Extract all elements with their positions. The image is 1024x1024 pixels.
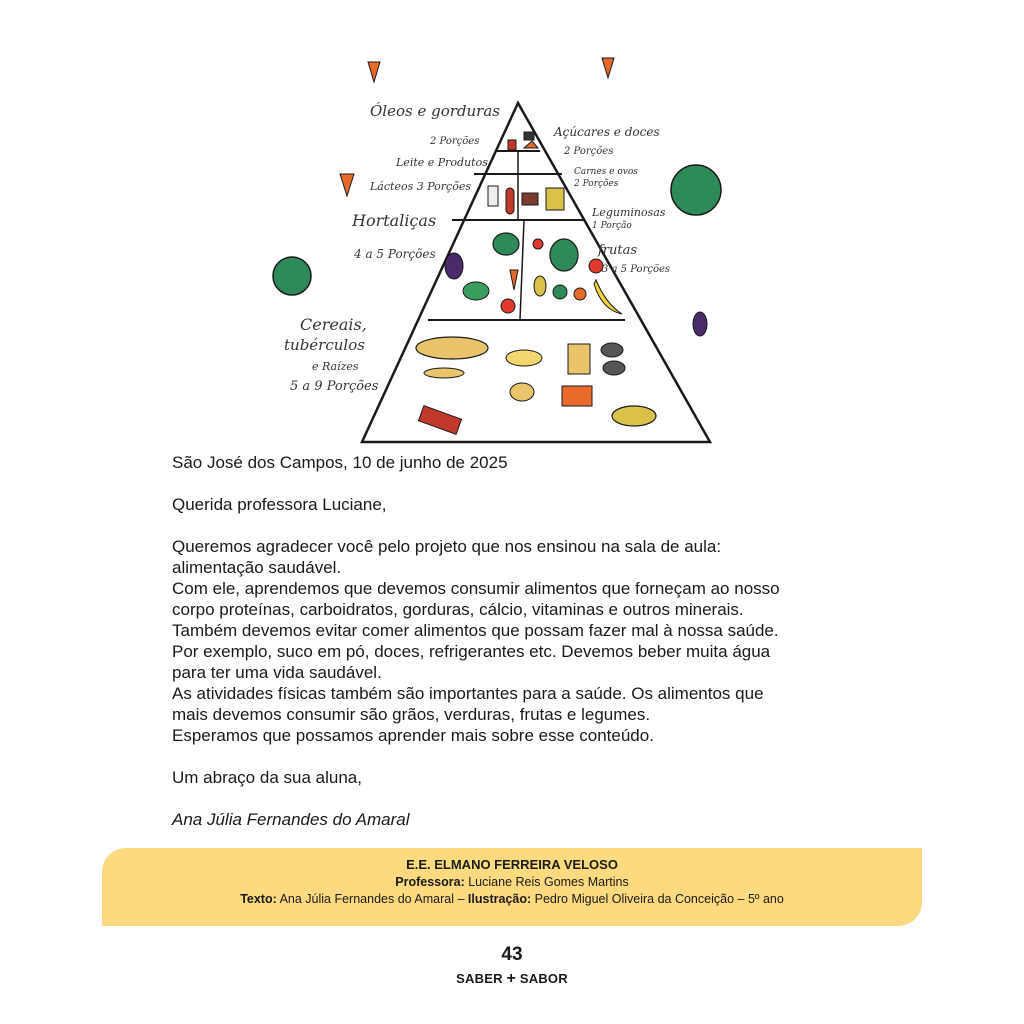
body-line: mais devemos consumir são grãos, verduras, frutas e legumes. xyxy=(172,705,651,724)
authors-line xyxy=(102,892,922,906)
carrot-icon xyxy=(510,270,518,290)
body-line: Também devemos evitar comer alimentos que possam fazer mal à nossa saúde. xyxy=(172,621,779,640)
brand-plus: + xyxy=(506,970,517,987)
cookie-icon xyxy=(601,343,623,357)
watermelon-icon xyxy=(273,257,311,295)
cabbage-icon xyxy=(463,282,489,300)
brand-right: SABOR xyxy=(519,971,568,986)
strawberry-icon xyxy=(533,239,543,249)
label-leguminosas: Leguminosas xyxy=(592,206,666,219)
potato-icon xyxy=(510,383,534,401)
flour-box-icon xyxy=(418,406,461,435)
pear-icon xyxy=(534,276,546,296)
sweets-icon xyxy=(524,132,534,140)
food-pyramid-illustration xyxy=(262,48,742,448)
teacher-label: Professora: xyxy=(395,875,465,889)
label-leguminosas-porcoes: 1 Porção xyxy=(592,221,632,231)
watermelon-icon xyxy=(671,165,721,215)
place-date: São José dos Campos, 10 de junho de 2025 xyxy=(172,453,508,472)
body-line: alimentação saudável. xyxy=(172,558,342,577)
watermelon-icon xyxy=(493,233,519,255)
body-line: Por exemplo, suco em pó, doces, refrigerantes etc. Devemos beber muita água xyxy=(172,642,771,661)
bread-icon xyxy=(416,337,488,359)
separator: – xyxy=(457,892,465,906)
brand-logo xyxy=(0,970,1024,988)
carrot-icon xyxy=(602,58,614,78)
credits-box xyxy=(102,848,922,926)
body-line: Com ele, aprendemos que devemos consumir alimentos que forneçam ao nosso xyxy=(172,579,780,598)
label-oleos: Óleos e gorduras xyxy=(370,102,500,120)
eggplant-icon xyxy=(445,253,463,279)
label-leite: Leite e Produtos xyxy=(396,156,488,169)
tomato-icon xyxy=(589,259,603,273)
text-author: Ana Júlia Fernandes do Amaral xyxy=(279,892,454,906)
label-frutas-porcoes: 3 a 5 Porções xyxy=(602,264,671,275)
body-line: As atividades físicas também são importantes para a saúde. Os alimentos que xyxy=(172,684,764,703)
label-cereais-3: e Raízes xyxy=(312,360,359,373)
brand-left: SABER xyxy=(456,971,503,986)
label-laticinios: Lácteos 3 Porções xyxy=(370,180,471,193)
cake-icon xyxy=(562,386,592,406)
body-line: Queremos agradecer você pelo projeto que nos ensinou na sala de aula: xyxy=(172,537,722,556)
label-acucares-porcoes: 2 Porções xyxy=(564,146,614,157)
label-hortalicas-porcoes: 4 a 5 Porções xyxy=(354,247,436,261)
label-cereais-porcoes: 5 a 9 Porções xyxy=(290,379,379,394)
eggplant-icon xyxy=(693,312,707,336)
carrot-icon xyxy=(368,62,380,82)
carrot-icon xyxy=(340,174,354,196)
pyramid-divider xyxy=(520,220,524,320)
label-acucares: Açúcares e doces xyxy=(554,125,660,139)
label-frutas: frutas xyxy=(598,243,638,258)
teacher-line xyxy=(102,875,922,889)
label-carnes: Carnes e ovos xyxy=(574,167,638,177)
corn-icon xyxy=(612,406,656,426)
cake-slice-icon xyxy=(524,141,538,148)
illustrator-name: Pedro Miguel Oliveira da Conceição xyxy=(534,892,735,906)
closing: Um abraço da sua aluna, xyxy=(172,768,362,787)
sausage-icon xyxy=(506,188,514,214)
bread-roll-icon xyxy=(424,368,464,378)
illustration-label: Ilustração: xyxy=(467,892,532,906)
beans-jar-icon xyxy=(546,188,564,210)
greeting: Querida professora Luciane, xyxy=(172,495,387,514)
label-hortalicas: Hortaliças xyxy=(352,211,437,230)
school-name: E.E. ELMANO FERREIRA VELOSO xyxy=(406,857,618,872)
label-cereais-1: Cereais, xyxy=(300,315,367,334)
milk-carton-icon xyxy=(488,186,498,206)
label-cereais-2: tubérculos xyxy=(284,336,365,354)
letter xyxy=(172,452,892,830)
teacher-name: Luciane Reis Gomes Martins xyxy=(468,875,629,889)
body-line: corpo proteínas, carboidratos, gorduras, cálcio, vitaminas e outros minerais. xyxy=(172,600,744,619)
meat-icon xyxy=(522,193,538,205)
tomato-icon xyxy=(501,299,515,313)
body-line: Esperamos que possamos aprender mais sobre esse conteúdo. xyxy=(172,726,654,745)
watermelon-icon xyxy=(550,239,578,271)
label-oleos-porcoes: 2 Porções xyxy=(430,136,480,147)
bread-slice-icon xyxy=(506,350,542,366)
text-label: Texto: xyxy=(240,892,277,906)
separator: – xyxy=(737,892,745,906)
oil-bottle-icon xyxy=(508,140,516,150)
page-number: 43 xyxy=(501,944,523,965)
grade: 5º ano xyxy=(747,892,784,906)
banana-icon xyxy=(594,280,622,314)
signature: Ana Júlia Fernandes do Amaral xyxy=(172,810,410,829)
body-line: para ter uma vida saudável. xyxy=(172,663,382,682)
cheese-bread-icon xyxy=(568,344,590,374)
orange-icon xyxy=(574,288,586,300)
label-carnes-porcoes: 2 Porções xyxy=(574,179,619,189)
cookie-icon xyxy=(603,361,625,375)
kiwi-icon xyxy=(553,285,567,299)
